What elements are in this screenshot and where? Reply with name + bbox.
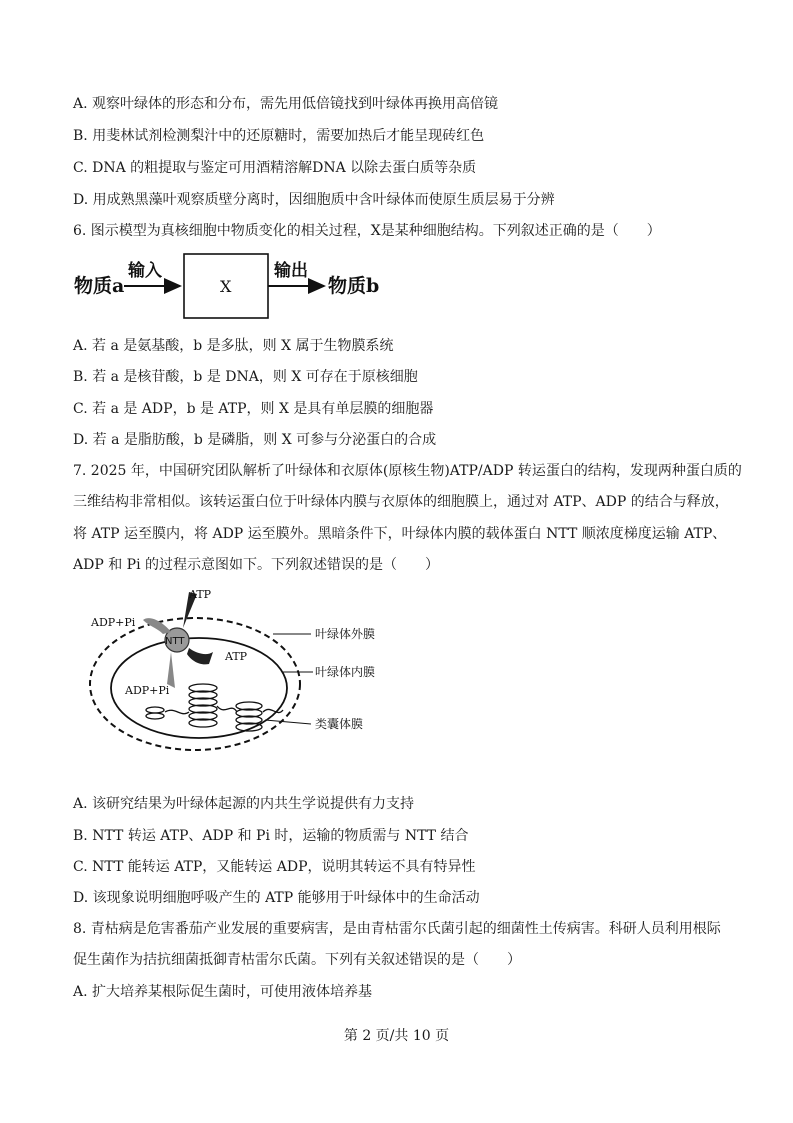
q7-option-d: D. 该现象说明细胞呼吸产生的 ATP 能够用于叶绿体中的生命活动 <box>73 890 480 906</box>
question-6-stem: 6. 图示模型为真核细胞中物质变化的相关过程，X是某种细胞结构。下列叙述正确的是（ ） <box>73 223 661 239</box>
q6-option-a: A. 若 a 是氨基酸，b 是多肽，则 X 属于生物膜系统 <box>73 338 394 354</box>
substance-a-label: 物质a <box>74 275 125 297</box>
inner-membrane-label: 叶绿体内膜 <box>315 665 376 679</box>
q7-option-b: B. NTT 转运 ATP、ADP 和 Pi 时，运输的物质需与 NTT 结合 <box>73 828 469 844</box>
question-7-stem-line-1: 7. 2025 年，中国研究团队解析了叶绿体和衣原体(原核生物)ATP/ADP 转运蛋白的结构，发现两种蛋白质的 <box>73 463 742 479</box>
page-footer: 第 2 页/共 10 页 <box>343 1028 450 1044</box>
q6-option-c: C. 若 a 是 ADP，b 是 ATP，则 X 是具有单层膜的细胞器 <box>73 401 434 417</box>
substance-b-label: 物质b <box>328 275 380 297</box>
option-c: C. DNA 的粗提取与鉴定可用酒精溶解DNA 以除去蛋白质等杂质 <box>73 160 477 176</box>
process-model-diagram <box>70 252 390 332</box>
structure-x-label: X <box>220 277 232 296</box>
q6-option-b: B. 若 a 是核苷酸，b 是 DNA，则 X 可存在于原核细胞 <box>73 369 418 385</box>
atp-in-arrow-icon <box>187 648 213 664</box>
q6-option-d: D. 若 a 是脂肪酸，b 是磷脂，则 X 可参与分泌蛋白的合成 <box>73 432 437 448</box>
q7-option-a: A. 该研究结果为叶绿体起源的内共生学说提供有力支持 <box>73 796 415 812</box>
output-label: 输出 <box>274 261 308 281</box>
thylakoid-label: 类囊体膜 <box>315 717 364 731</box>
question-8-stem-line-2: 促生菌作为拮抗细菌抵御青枯雷尔氏菌。下列有关叙述错误的是（ ） <box>73 952 521 968</box>
question-7-stem-line-4: ADP 和 Pi 的过程示意图如下。下列叙述错误的是（ ） <box>73 557 440 573</box>
adp-in-arrow-icon <box>143 618 171 634</box>
q8-option-a: A. 扩大培养某根际促生菌时，可使用液体培养基 <box>73 984 373 1000</box>
chloroplast-ntt-diagram <box>85 584 395 764</box>
option-a: A. 观察叶绿体的形态和分布，需先用低倍镜找到叶绿体再换用高倍镜 <box>73 96 499 112</box>
option-d: D. 用成熟黑藻叶观察质壁分离时，因细胞质中含叶绿体而使原生质层易于分辨 <box>73 192 555 208</box>
adp-pi-inner-label: ADP+Pi <box>125 684 170 697</box>
option-b: B. 用斐林试剂检测梨汁中的还原糖时，需要加热后才能呈现砖红色 <box>73 128 485 144</box>
q7-option-c: C. NTT 能转运 ATP，又能转运 ADP，说明其转运不具有特异性 <box>73 859 476 875</box>
question-8-stem-line-1: 8. 青枯病是危害番茄产业发展的重要病害，是由青枯雷尔氏菌引起的细菌性土传病害。科研人员利用根际 <box>73 921 721 937</box>
outer-membrane-label: 叶绿体外膜 <box>315 627 376 641</box>
thylakoid-leader <box>265 720 311 724</box>
question-7-stem-line-2: 三维结构非常相似。该转运蛋白位于叶绿体内膜与衣原体的细胞膜上，通过对 ATP、ADP 的结合与释放， <box>73 494 729 510</box>
question-7-stem-line-3: 将 ATP 运至膜内，将 ADP 运至膜外。黑暗条件下，叶绿体内膜的载体蛋白 NTT 顺浓度梯度运输 ATP、 <box>73 526 727 542</box>
adp-pi-outer-label: ADP+Pi <box>91 616 136 629</box>
ntt-label: NTT <box>165 636 185 647</box>
input-label: 输入 <box>128 261 162 281</box>
adp-out-arrow-icon <box>167 652 175 688</box>
atp-inner-label: ATP <box>225 650 248 663</box>
atp-outer-label: ATP <box>189 588 212 601</box>
